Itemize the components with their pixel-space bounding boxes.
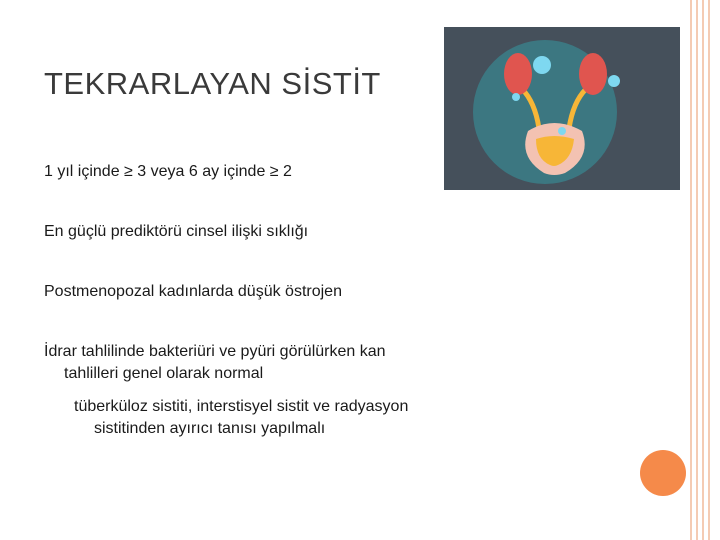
slide-title: TEKRARLAYAN SİSTİT	[44, 66, 381, 101]
edge-line	[696, 0, 698, 540]
bullet-text: İdrar tahlilinde bakteriüri ve pyüri görülürken kan	[44, 343, 386, 360]
urinary-system-icon	[444, 27, 680, 190]
edge-line	[708, 0, 710, 540]
urinary-system-illustration	[444, 27, 680, 190]
bullet-text: 1 yıl içinde ≥ 3 veya 6 ay içinde ≥ 2	[44, 163, 292, 180]
accent-circle	[640, 450, 686, 496]
edge-line	[690, 0, 692, 540]
bullet-text-continuation: sistitinden ayırıcı tanısı yapılmalı	[94, 420, 326, 437]
bullet-text-continuation: tahlilleri genel olarak normal	[64, 365, 264, 382]
bullet-text: Postmenopozal kadınlarda düşük östrojen	[44, 283, 342, 300]
bullet-text: tüberküloz sistiti, interstisyel sistit ve radyasyon	[74, 398, 409, 415]
edge-line	[702, 0, 704, 540]
bullet-text: En güçlü prediktörü cinsel ilişki sıklığı	[44, 223, 309, 240]
